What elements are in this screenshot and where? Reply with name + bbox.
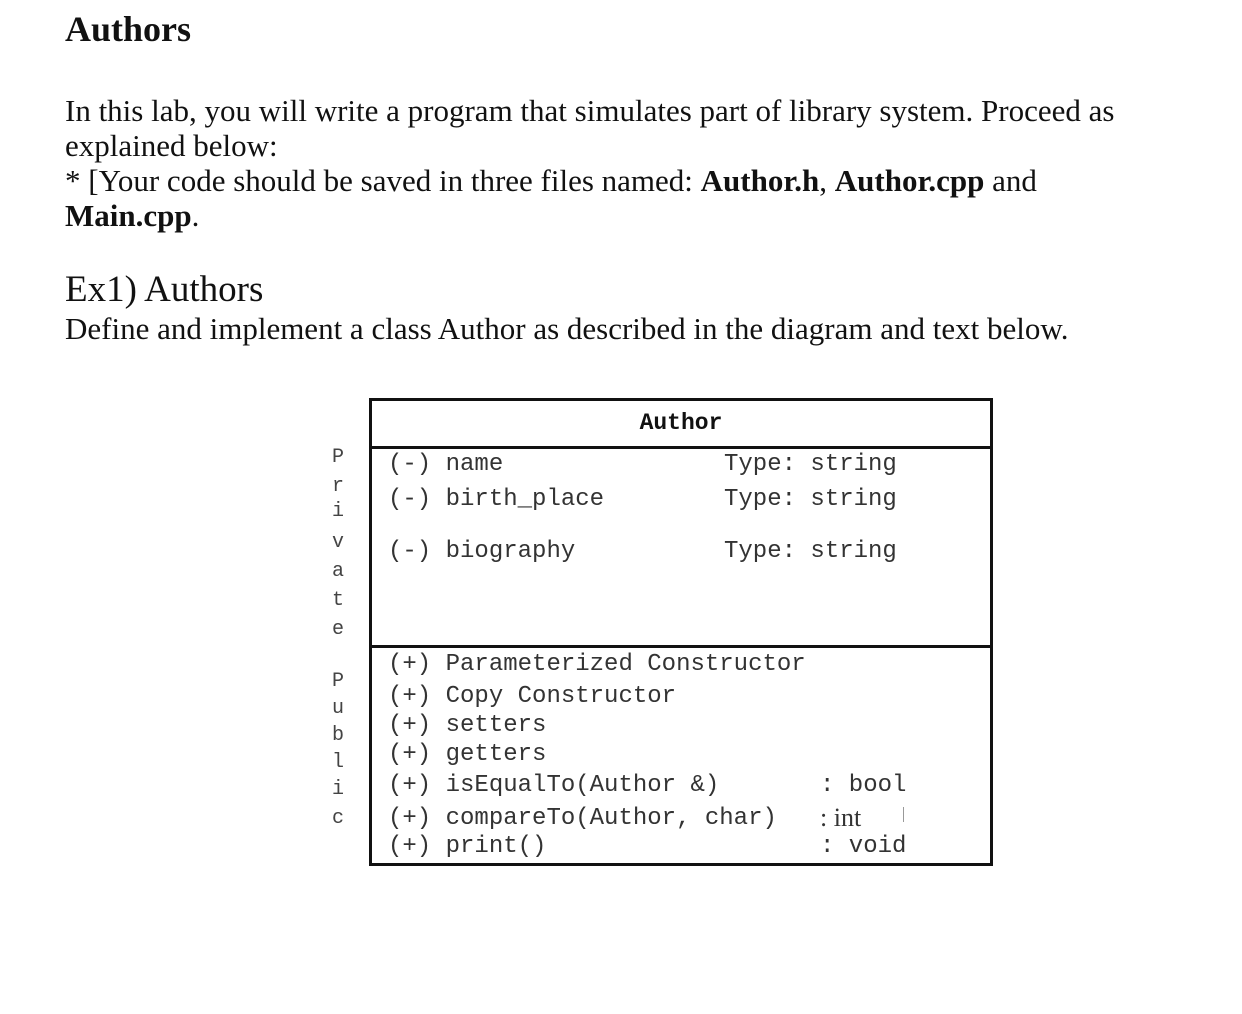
method-row xyxy=(388,683,676,710)
attribute-name: biography xyxy=(445,538,576,565)
method-name: getters xyxy=(445,741,547,768)
label-letter: v xyxy=(331,531,344,554)
method-return-type: : void xyxy=(820,833,907,860)
intro-line-2: explained below: xyxy=(65,128,278,163)
method-row xyxy=(388,712,546,739)
public-vertical-label xyxy=(328,670,348,836)
label-letter: r xyxy=(331,475,344,498)
visibility-mark: (-) xyxy=(388,486,432,513)
method-name: Copy Constructor xyxy=(445,683,677,710)
visibility-mark: (+) xyxy=(388,712,432,739)
label-letter: c xyxy=(331,807,344,830)
label-letter: a xyxy=(331,560,344,583)
attribute-name: name xyxy=(445,451,504,478)
attribute-name: birth_place xyxy=(445,486,605,513)
attribute-type: Type: string xyxy=(724,486,897,513)
visibility-mark: (-) xyxy=(388,538,432,565)
label-letter: b xyxy=(331,724,344,747)
separator: , xyxy=(819,163,835,198)
method-row xyxy=(388,772,719,799)
label-letter: t xyxy=(331,589,344,612)
file-main-cpp: Main.cpp xyxy=(65,198,192,233)
attribute-row xyxy=(388,486,604,513)
method-name: setters xyxy=(445,712,547,739)
method-row xyxy=(388,651,806,678)
attribute-row xyxy=(388,538,575,565)
attribute-row xyxy=(388,451,503,478)
method-name: print() xyxy=(445,833,547,860)
intro-line-3 xyxy=(65,163,1215,198)
exercise-title: Ex1) Authors xyxy=(65,269,264,310)
file-author-cpp: Author.cpp xyxy=(834,163,985,198)
label-letter: e xyxy=(331,618,344,641)
visibility-mark: (+) xyxy=(388,772,432,799)
uml-methods-section xyxy=(372,648,990,863)
label-letter: P xyxy=(331,670,344,693)
page-title: Authors xyxy=(65,9,192,49)
visibility-mark: (+) xyxy=(388,833,432,860)
label-letter: P xyxy=(331,446,344,469)
visibility-mark: (+) xyxy=(388,651,432,678)
method-name: Parameterized Constructor xyxy=(445,651,806,678)
method-row xyxy=(388,833,546,860)
intro-line-4 xyxy=(65,198,1215,233)
exercise-description: Define and implement a class Author as described in the diagram and text below. xyxy=(65,311,1069,346)
uml-class-name: Author xyxy=(372,401,990,449)
attribute-type: Type: string xyxy=(724,538,897,565)
intro-line-1: In this lab, you will write a program that simulates part of library system. Proceed as xyxy=(65,93,1115,128)
method-return-type: : int xyxy=(820,803,862,832)
attribute-type: Type: string xyxy=(724,451,897,478)
cursor-mark xyxy=(903,807,904,822)
method-name: isEqualTo(Author &) xyxy=(445,772,720,799)
method-name: compareTo(Author, char) xyxy=(445,805,777,832)
private-vertical-label xyxy=(328,446,348,647)
visibility-mark: (+) xyxy=(388,805,432,832)
method-row xyxy=(388,741,546,768)
method-return-type: : bool xyxy=(820,772,907,799)
period: . xyxy=(191,198,200,233)
label-letter: i xyxy=(331,500,344,523)
label-letter: u xyxy=(331,697,344,720)
label-letter: i xyxy=(331,778,344,801)
intro-paragraph xyxy=(65,93,1215,233)
separator: and xyxy=(984,163,1037,198)
file-author-h: Author.h xyxy=(700,163,820,198)
visibility-mark: (-) xyxy=(388,451,432,478)
method-row xyxy=(388,805,777,832)
visibility-mark: (+) xyxy=(388,741,432,768)
label-letter: l xyxy=(331,751,344,774)
visibility-mark: (+) xyxy=(388,683,432,710)
intro-files-text: * [Your code should be saved in three files named: xyxy=(65,163,701,198)
uml-class-diagram xyxy=(369,398,993,866)
uml-attributes-section xyxy=(372,449,990,648)
